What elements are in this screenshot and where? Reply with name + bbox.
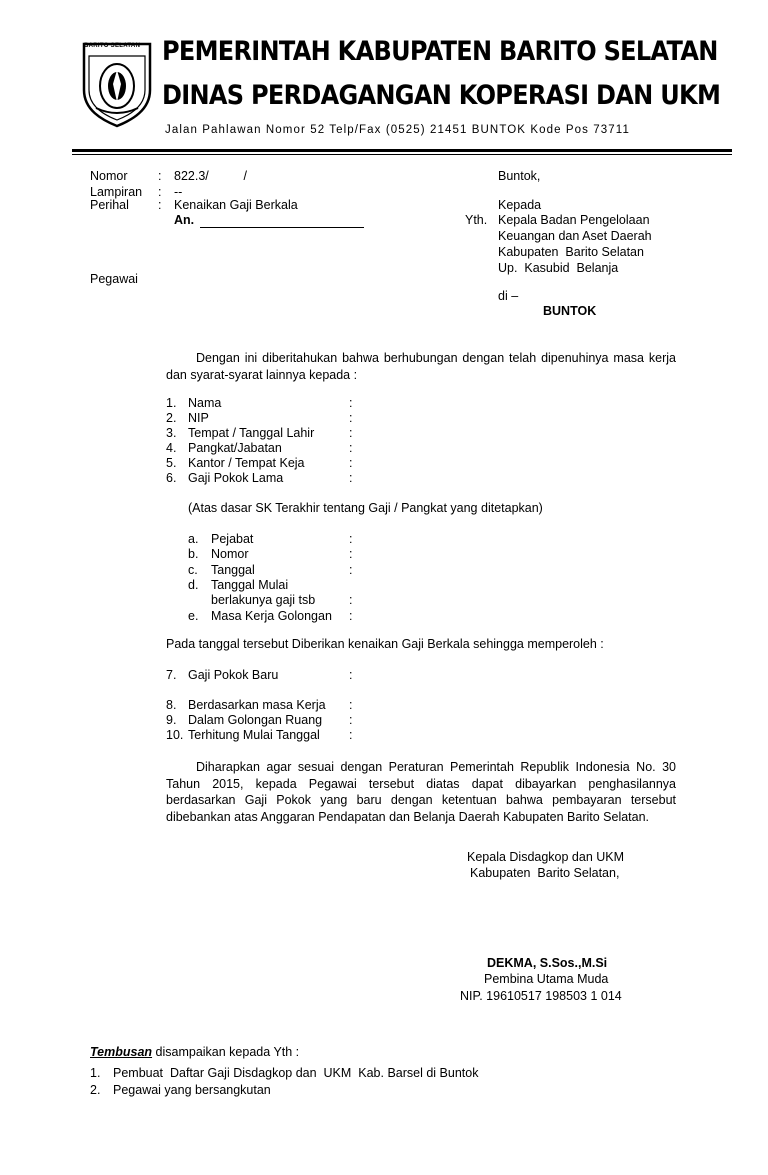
- sub-item-label: Masa Kerja Golongan: [211, 609, 332, 623]
- item-number: 8.: [166, 698, 177, 712]
- logo-label: BARITO SELATAN: [84, 43, 141, 49]
- colon: :: [349, 441, 353, 455]
- item-label: Kantor / Tempat Keja: [188, 456, 305, 470]
- lampiran-value: --: [174, 185, 183, 199]
- item-number: 5.: [166, 456, 177, 470]
- an-underline: [200, 227, 364, 228]
- cc-label: Tembusan: [90, 1045, 153, 1059]
- sub-item-label: Nomor: [211, 547, 249, 561]
- colon: :: [158, 185, 162, 199]
- sub-item-letter: c.: [188, 563, 198, 577]
- letterhead-title-1: PEMERINTAH KABUPATEN BARITO SELATAN: [162, 36, 718, 67]
- perihal-value: Kenaikan Gaji Berkala: [174, 198, 298, 212]
- item-label: Gaji Pokok Baru: [188, 668, 279, 682]
- item-label: Terhitung Mulai Tanggal: [188, 728, 320, 742]
- colon: :: [158, 198, 162, 212]
- item-number: 10.: [166, 728, 184, 742]
- colon: :: [349, 532, 353, 546]
- colon: :: [349, 426, 353, 440]
- colon: :: [349, 593, 353, 607]
- cc-item-text: Pembuat Daftar Gaji Disdagkop dan UKM Kab. Barsel di Buntok: [113, 1066, 479, 1080]
- perihal-label: Perihal: [90, 198, 129, 212]
- colon: :: [349, 396, 353, 410]
- item-number: 2.: [166, 411, 177, 425]
- letterhead-rule-thin: [72, 154, 732, 155]
- item-number: 9.: [166, 713, 177, 727]
- item-label: Berdasarkan masa Kerja: [188, 698, 326, 712]
- signatory-title-1: Kepala Disdagkop dan UKM: [467, 850, 625, 864]
- item-label: Dalam Golongan Ruang: [188, 713, 323, 727]
- regency-logo: [80, 40, 154, 128]
- item-label: NIP: [188, 411, 209, 425]
- item-number: 4.: [166, 441, 177, 455]
- colon: :: [349, 698, 353, 712]
- letterhead-title-2: DINAS PERDAGANGAN KOPERASI DAN UKM: [162, 80, 721, 111]
- recipient-line-4: Up. Kasubid Belanja: [498, 261, 619, 275]
- item-number: 6.: [166, 471, 177, 485]
- intro-paragraph: Dengan ini diberitahukan bahwa berhubungan dengan telah dipenuhinya masa kerja dan syarat-syarat lainnya kepada :: [166, 351, 676, 382]
- sub-item-letter: d.: [188, 578, 199, 592]
- lampiran-label: Lampiran: [90, 185, 143, 199]
- sub-item-letter: e.: [188, 609, 199, 623]
- sub-item-label: Tanggal Mulai: [211, 578, 289, 592]
- colon: :: [349, 609, 353, 623]
- colon: :: [349, 668, 353, 682]
- item-label: Pangkat/Jabatan: [188, 441, 282, 455]
- colon: :: [349, 411, 353, 425]
- recipient-line-2: Keuangan dan Aset Daerah: [498, 229, 652, 243]
- place-date: Buntok,: [498, 169, 541, 183]
- nomor-label: Nomor: [90, 169, 128, 183]
- colon: :: [349, 728, 353, 742]
- kepada: Kepada: [498, 198, 542, 212]
- nomor-value: 822.3/ /: [174, 169, 247, 183]
- sub-item-label-cont: berlakunya gaji tsb: [211, 593, 316, 607]
- recipient-di: di –: [498, 289, 519, 303]
- item-label: Nama: [188, 396, 222, 410]
- colon: :: [349, 471, 353, 485]
- colon: :: [349, 713, 353, 727]
- signatory-title-2: Kabupaten Barito Selatan,: [470, 866, 620, 880]
- letterhead-address: Jalan Pahlawan Nomor 52 Telp/Fax (0525) 21451 BUNTOK Kode Pos 73711: [165, 124, 630, 136]
- item-label: Gaji Pokok Lama: [188, 471, 284, 485]
- letterhead-rule-thick: [72, 149, 732, 152]
- closing-paragraph: Diharapkan agar sesuai dengan Peraturan Pemerintah Republik Indonesia No. 30 Tahun 2015, kepada Pegawai tersebut diatas dapat dibayarkan penghasilannya berdasarkan Gaji Pokok yang baru dengan ketentuan bahwa pembayaran tersebut dibebankan atas Anggaran Pendapatan dan Belanja Daerah Kabupaten Barito Selatan.: [166, 760, 676, 824]
- sub-item-letter: a.: [188, 532, 199, 546]
- colon: :: [349, 547, 353, 561]
- sub-item-label: Pejabat: [211, 532, 254, 546]
- sub-item-letter: b.: [188, 547, 199, 561]
- recipient-line-3: Kabupaten Barito Selatan: [498, 245, 644, 259]
- item-label: Tempat / Tanggal Lahir: [188, 426, 315, 440]
- signatory-rank: Pembina Utama Muda: [484, 972, 609, 986]
- an-label: An.: [174, 213, 195, 227]
- sub-item-label: Tanggal: [211, 563, 255, 577]
- signatory-name: DEKMA, S.Sos.,M.Si: [487, 956, 608, 970]
- colon: :: [349, 456, 353, 470]
- colon: :: [349, 563, 353, 577]
- cc-label-rest: disampaikan kepada Yth :: [152, 1045, 300, 1059]
- cc-heading: [90, 1045, 299, 1059]
- item-number: 7.: [166, 668, 177, 682]
- cc-item-text: Pegawai yang bersangkutan: [113, 1083, 271, 1097]
- signatory-nip: NIP. 19610517 198503 1 014: [460, 989, 622, 1003]
- item-number: 1.: [166, 396, 177, 410]
- pegawai-label: Pegawai: [90, 272, 138, 286]
- cc-item-number: 1.: [90, 1066, 101, 1080]
- item-number: 3.: [166, 426, 177, 440]
- colon: :: [158, 169, 162, 183]
- cc-item-number: 2.: [90, 1083, 101, 1097]
- sk-note: (Atas dasar SK Terakhir tentang Gaji / Pangkat yang ditetapkan): [188, 501, 543, 515]
- recipient-line-1: Kepala Badan Pengelolaan: [498, 213, 650, 227]
- given-sentence: Pada tanggal tersebut Diberikan kenaikan Gaji Berkala sehingga memperoleh :: [166, 637, 604, 651]
- recipient-city: BUNTOK: [543, 304, 597, 318]
- yth: Yth.: [465, 213, 488, 227]
